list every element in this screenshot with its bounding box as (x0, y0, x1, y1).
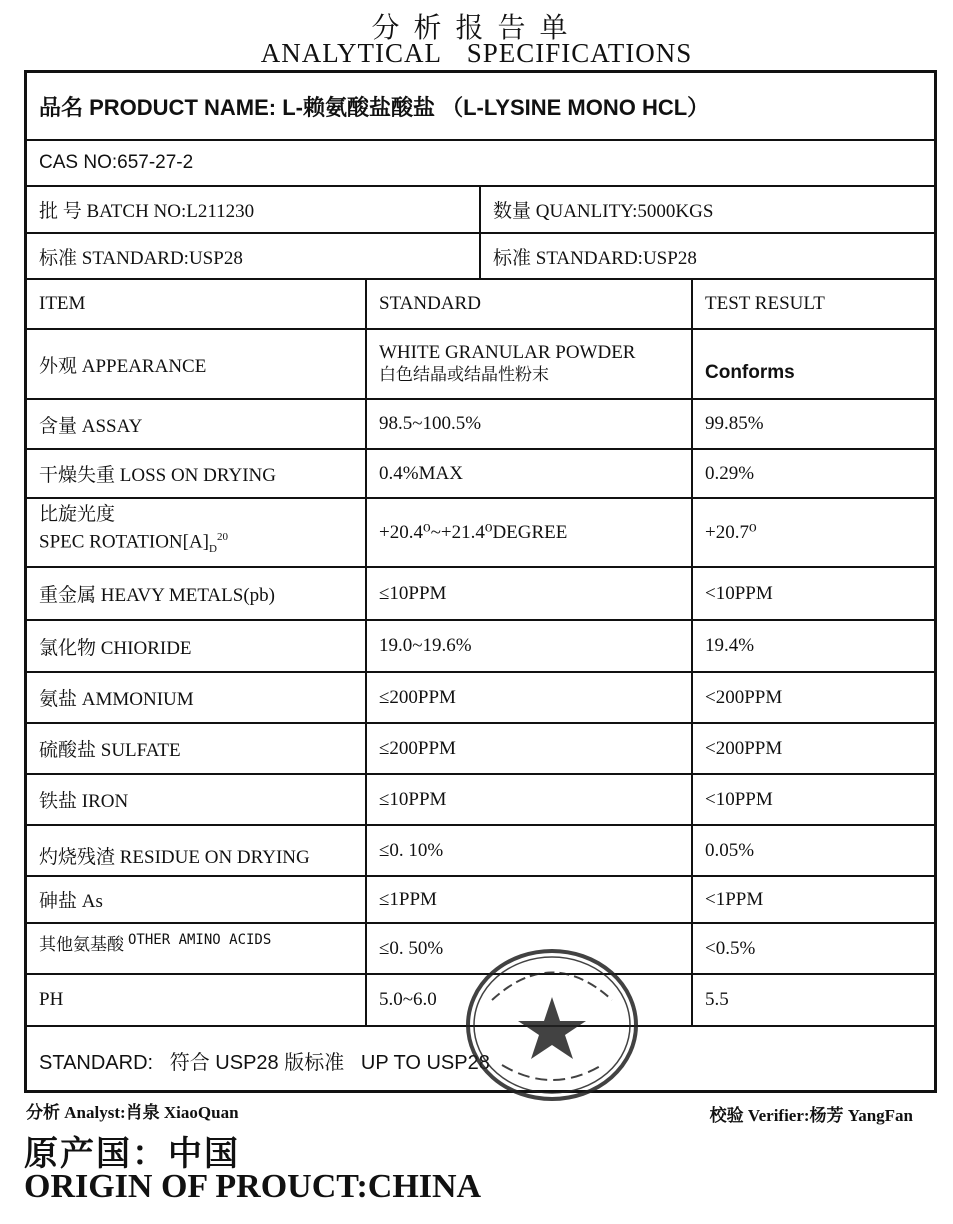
standard-cell: ≤1PPM (379, 888, 437, 910)
result-cell: <200PPM (705, 686, 783, 708)
company-seal-stamp (462, 945, 642, 1105)
table-row (27, 330, 934, 400)
table-row (27, 826, 934, 877)
item-cell: 砷盐 As (39, 891, 103, 912)
title-cn: 分析报告单 (371, 11, 582, 44)
result-cell: <10PPM (705, 788, 773, 810)
result-cell: +20.7⁰ (705, 522, 757, 543)
item-cell: 含量 ASSAY (39, 415, 143, 437)
item-line-cn: 比旋光度 (39, 504, 116, 526)
item-cell: 氯化物 CHIORIDE (39, 637, 192, 659)
item-line-en: SPEC $ROTATION[A]_D^{20}$ (39, 531, 228, 556)
standard-cell: 5.0~6.0 (379, 989, 437, 1010)
verifier-signature: 校验 Verifier:杨芳 YangFan (709, 1106, 913, 1125)
standard-left: 标准 STANDARD:USP28 (39, 247, 243, 269)
result-cell: <200PPM (705, 737, 783, 759)
standard-line-cn: 白色结晶或结晶性粉末 (379, 365, 549, 385)
table-row (27, 621, 934, 673)
standard-right: 标准 STANDARD:USP28 (493, 247, 697, 269)
batch-number: 批 号 BATCH NO:L211230 (39, 201, 255, 222)
result-cell: 0.05% (705, 839, 755, 861)
cas-number: CAS NO:657-27-2 (39, 152, 194, 173)
result-cell: <10PPM (705, 582, 773, 604)
result-cell: 0.29% (705, 462, 755, 484)
result-cell: 99.85% (705, 413, 764, 434)
item-cell: PH (39, 989, 64, 1010)
origin-en: ORIGIN OF PROUCT:CHINA (24, 1168, 482, 1205)
item-label-en: OTHER AMINO ACIDS (128, 932, 272, 948)
batch-row (27, 187, 934, 234)
table-row (27, 450, 934, 499)
table-row (27, 877, 934, 924)
result-cell: 5.5 (705, 989, 729, 1010)
cas-row (27, 141, 934, 187)
item-cell: 灼烧残渣 RESIDUE ON DRYING (39, 847, 310, 868)
standard-row (27, 234, 934, 280)
item-cell (27, 499, 365, 566)
standard-cell: +20.4⁰~+21.4⁰DEGREE (379, 522, 568, 543)
product-name-row (27, 73, 934, 141)
item-label-cn: 其他氨基酸 (39, 935, 124, 954)
conclusion-text: STANDARD: 符合 USP28 版标准 UP TO USP28 (39, 1051, 490, 1074)
item-cell: 重金属 HEAVY METALS(pb) (39, 585, 275, 606)
title-en: ANALYTICAL SPECIFICATIONS (260, 38, 693, 68)
item-cell: 氨盐 AMMONIUM (39, 689, 194, 710)
result-cell: 19.4% (705, 635, 755, 656)
result-cell: <1PPM (705, 888, 764, 910)
item-cell (27, 924, 365, 973)
column-header-result: TEST RESULT (705, 293, 825, 314)
standard-cell (367, 330, 691, 398)
table-row (27, 724, 934, 775)
analyst-signature: 分析 Analyst:肖泉 XiaoQuan (26, 1103, 239, 1122)
item-cell: 干燥失重 LOSS ON DRYING (39, 465, 276, 486)
standard-cell: ≤0. 50% (379, 937, 444, 959)
table-row (27, 775, 934, 826)
origin-cn: 原产国：中国 (24, 1134, 240, 1174)
table-header-row (27, 280, 934, 330)
table-row (27, 673, 934, 724)
result-cell: <0.5% (705, 937, 756, 959)
standard-cell: 19.0~19.6% (379, 635, 472, 656)
item-cell: 铁盐 IRON (39, 791, 129, 812)
standard-cell: ≤200PPM (379, 686, 456, 708)
standard-cell: ≤200PPM (379, 737, 456, 759)
table-row (27, 400, 934, 450)
table-row (27, 499, 934, 568)
standard-cell: ≤10PPM (379, 582, 447, 604)
product-name: 品名 PRODUCT NAME: L-赖氨酸盐酸盐 （L-LYSINE MONO HCL） (39, 94, 710, 120)
column-header-item: ITEM (39, 293, 86, 314)
standard-cell: 98.5~100.5% (379, 413, 482, 434)
result-cell: Conforms (705, 362, 795, 383)
item-cell: 硫酸盐 SULFATE (39, 740, 181, 761)
table-row (27, 568, 934, 621)
standard-cell: ≤10PPM (379, 788, 447, 810)
standard-cell: ≤0. 10% (379, 839, 444, 861)
column-header-standard: STANDARD (379, 293, 481, 314)
specification-table (24, 70, 937, 1093)
item-cell: 外观 APPEARANCE (39, 355, 207, 377)
standard-line-en: WHITE GRANULAR POWDER (379, 342, 636, 363)
quantity: 数量 QUANLITY:5000KGS (493, 201, 714, 222)
standard-cell: 0.4%MAX (379, 462, 463, 484)
